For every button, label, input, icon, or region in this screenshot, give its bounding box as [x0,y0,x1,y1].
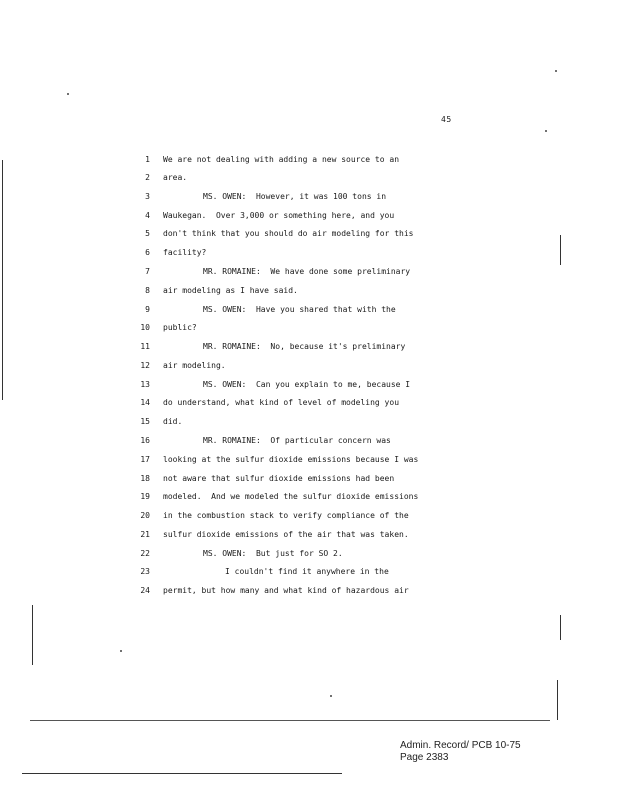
scan-speck [330,695,332,697]
line-number: 15 [140,417,150,426]
line-text: did. [163,417,183,426]
transcript-line [0,547,618,561]
line-text: MR. ROMAINE: We have done some preliminary [203,267,411,276]
line-text: air modeling as I have said. [163,286,298,295]
transcript-line [0,528,618,542]
line-number: 21 [140,530,150,539]
line-text: sulfur dioxide emissions of the air that was taken. [163,530,409,539]
stamp-record: Admin. Record/ PCB 10-75 [400,740,521,751]
line-number: 16 [140,436,150,445]
line-number: 8 [145,286,150,295]
line-number: 13 [140,380,150,389]
scan-speck [120,650,122,652]
transcript-line [0,490,618,504]
scan-speck [67,93,69,95]
footer-rule [22,773,342,774]
transcript-line [0,396,618,410]
line-number: 6 [145,248,150,257]
line-number: 19 [140,492,150,501]
right-margin-mark [560,615,561,640]
transcript-line [0,153,618,167]
right-margin-mark [557,680,558,720]
scan-speck [545,130,547,132]
transcript-line [0,303,618,317]
line-number: 22 [140,549,150,558]
line-number: 11 [140,342,150,351]
transcript-line [0,171,618,185]
transcript-line [0,321,618,335]
line-text: MS. OWEN: But just for SO 2. [203,549,343,558]
left-margin-mark [32,605,33,665]
line-text: permit, but how many and what kind of hazardous air [163,586,409,595]
line-number: 10 [140,323,150,332]
line-number: 7 [145,267,150,276]
line-text: air modeling. [163,361,226,370]
line-text: Waukegan. Over 3,000 or something here, and you [163,211,395,220]
left-margin-line [2,160,3,400]
transcript-line [0,190,618,204]
line-number: 24 [140,586,150,595]
line-number: 4 [145,211,150,220]
line-text: not aware that sulfur dioxide emissions had been [163,474,395,483]
transcript-line [0,284,618,298]
transcript-line [0,378,618,392]
line-text: MS. OWEN: Can you explain to me, because I [203,380,411,389]
line-text: MR. ROMAINE: Of particular concern was [203,436,391,445]
transcript-line [0,246,618,260]
scan-speck [555,70,557,72]
transcript-line [0,265,618,279]
line-number: 18 [140,474,150,483]
line-text: facility? [163,248,207,257]
line-text: public? [163,323,197,332]
line-text: I couldn't find it anywhere in the [225,567,389,576]
transcript-line [0,415,618,429]
transcript-line [0,359,618,373]
line-number: 9 [145,305,150,314]
line-number: 3 [145,192,150,201]
line-text: MS. OWEN: Have you shared that with the [203,305,396,314]
transcript-line [0,584,618,598]
transcript-line [0,565,618,579]
admin-record-stamp [400,740,521,764]
transcript-line [0,434,618,448]
line-text: We are not dealing with adding a new source to an [163,155,400,164]
page-number: 45 [441,115,452,124]
line-number: 5 [145,229,150,238]
right-margin-mark [560,235,561,265]
line-number: 14 [140,398,150,407]
transcript-line [0,509,618,523]
line-number: 12 [140,361,150,370]
line-text: do understand, what kind of level of modeling you [163,398,400,407]
line-number: 17 [140,455,150,464]
stamp-page: Page 2383 [400,752,449,763]
line-number: 20 [140,511,150,520]
transcript-line [0,472,618,486]
line-text: modeled. And we modeled the sulfur dioxide emissions [163,492,419,501]
line-text: area. [163,173,188,182]
bottom-rule [30,720,550,721]
line-text: don't think that you should do air modeling for this [163,229,414,238]
transcript-line [0,227,618,241]
line-number: 1 [145,155,150,164]
line-text: MR. ROMAINE: No, because it's preliminary [203,342,406,351]
line-text: looking at the sulfur dioxide emissions because I was [163,455,419,464]
line-number: 2 [145,173,150,182]
transcript-line [0,209,618,223]
line-text: in the combustion stack to verify compliance of the [163,511,409,520]
line-text: MS. OWEN: However, it was 100 tons in [203,192,387,201]
transcript-line [0,340,618,354]
transcript-line [0,453,618,467]
line-number: 23 [140,567,150,576]
